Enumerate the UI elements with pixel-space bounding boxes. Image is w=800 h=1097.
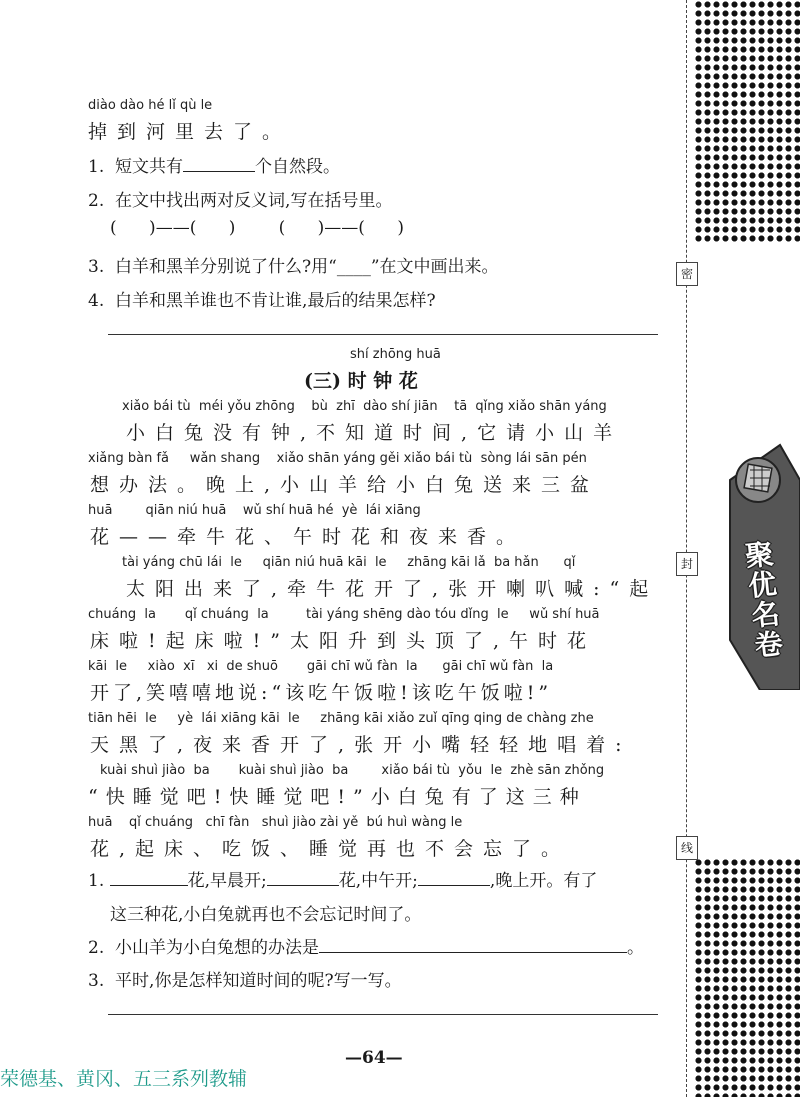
answer-blank[interactable] [319,938,627,953]
answer-line-s2[interactable] [108,334,658,335]
series-watermark: 荣德基、黄冈、五三系列教辅 [0,1068,248,1090]
s3-question-3: 3. 平时,你是怎样知道时间的呢?写一写。 [88,971,402,991]
answer-blank[interactable] [183,157,255,172]
passage-hanzi-4: 太阳出来了,牵牛花开了,张开喇叭喊:“起 [126,578,659,600]
top-hanzi: 掉到河里去了。 [88,121,292,143]
passage-hanzi-1: 小白兔没有钟,不知道时间,它请小山羊 [126,422,623,444]
passage-hanzi-5: 床啦!起床啦!”太阳升到头顶了,午时花 [90,630,597,652]
passage-hanzi-9: 花,起床、吃饭、睡觉再也不会忘了。 [90,838,571,860]
s3-question-1-cont: 这三种花,小白兔就再也不会忘记时间了。 [110,905,422,925]
seal-label-feng: 封 [676,552,698,576]
s3-question-1: 1. 花,早晨开; 花,中午开; ,晚上开。有了 [88,871,598,891]
section-title: (三) 时 钟 花 [304,370,418,392]
passage-hanzi-8: “快睡觉吧!快睡觉吧!”小白兔有了这三种 [88,786,587,808]
passage-pinyin-2: xiǎng bàn fǎ wǎn shang xiǎo shān yáng gěi xiǎo bái tù sòng lái sān pén [88,451,587,466]
seal-label-xian: 线 [676,836,698,860]
passage-pinyin-7: tiān hēi le yè lái xiāng kāi le zhāng kāi xiǎo zuǐ qīng qing de chàng zhe [88,711,594,726]
decorative-dot-pattern-bottom [694,858,800,1097]
page-number: —64— [345,1048,403,1068]
title-pinyin: shí zhōng huā [350,347,441,362]
passage-pinyin-1: xiǎo bái tù méi yǒu zhōng bù zhī dào shí jiān tā qǐng xiǎo shān yáng [122,399,607,414]
answer-blank[interactable] [267,871,339,886]
answer-blank[interactable] [110,871,188,886]
passage-pinyin-8: kuài shuì jiào ba kuài shuì jiào ba xiǎo bái tù yǒu le zhè sān zhǒng [100,763,605,778]
s2-question-1: 1. 短文共有 个自然段。 [88,157,341,177]
passage-pinyin-5: chuáng la qǐ chuáng la tài yáng shēng dào tóu dǐng le wǔ shí huā [88,607,600,622]
passage-hanzi-2: 想办法。晚上,小山羊给小白兔送来三盆 [90,474,600,496]
answer-line-s3[interactable] [108,1014,658,1015]
s2-question-2: 2. 在文中找出两对反义词,写在括号里。 [88,191,393,211]
answer-blank[interactable] [418,871,490,886]
brand-name: 聚优名卷 [739,538,786,662]
binding-line [686,0,687,1097]
s2-question-3: 3. 白羊和黑羊分别说了什么?用“____”在文中画出来。 [88,257,499,277]
passage-pinyin-4: tài yáng chū lái le qiān niú huā kāi le zhāng kāi lǎ ba hǎn qǐ [122,555,576,570]
antonym-brackets[interactable]: ( )——( ) ( )——( ) [110,218,404,238]
top-pinyin: diào dào hé lǐ qù le [88,98,213,113]
decorative-dot-pattern-top [694,0,800,242]
s3-question-2: 2. 小山羊为小白兔想的办法是 。 [88,938,645,958]
passage-pinyin-9: huā qǐ chuáng chī fàn shuì jiào zài yě bú huì wàng le [88,815,463,830]
passage-pinyin-3: huā qiān niú huā wǔ shí huā hé yè lái xiāng [88,503,421,518]
passage-hanzi-3: 花——牵牛花、午时花和夜来香。 [90,526,526,548]
s2-question-4: 4. 白羊和黑羊谁也不肯让谁,最后的结果怎样? [88,291,436,311]
passage-pinyin-6: kāi le xiào xī xi de shuō gāi chī wǔ fàn la gāi chī wǔ fàn la [88,659,554,674]
passage-hanzi-7: 天黑了,夜来香开了,张开小嘴轻轻地唱着: [90,734,632,756]
passage-hanzi-6: 开了,笑嘻嘻地说:“该吃午饭啦!该吃午饭啦!” [90,682,553,704]
seal-label-mi: 密 [676,262,698,286]
